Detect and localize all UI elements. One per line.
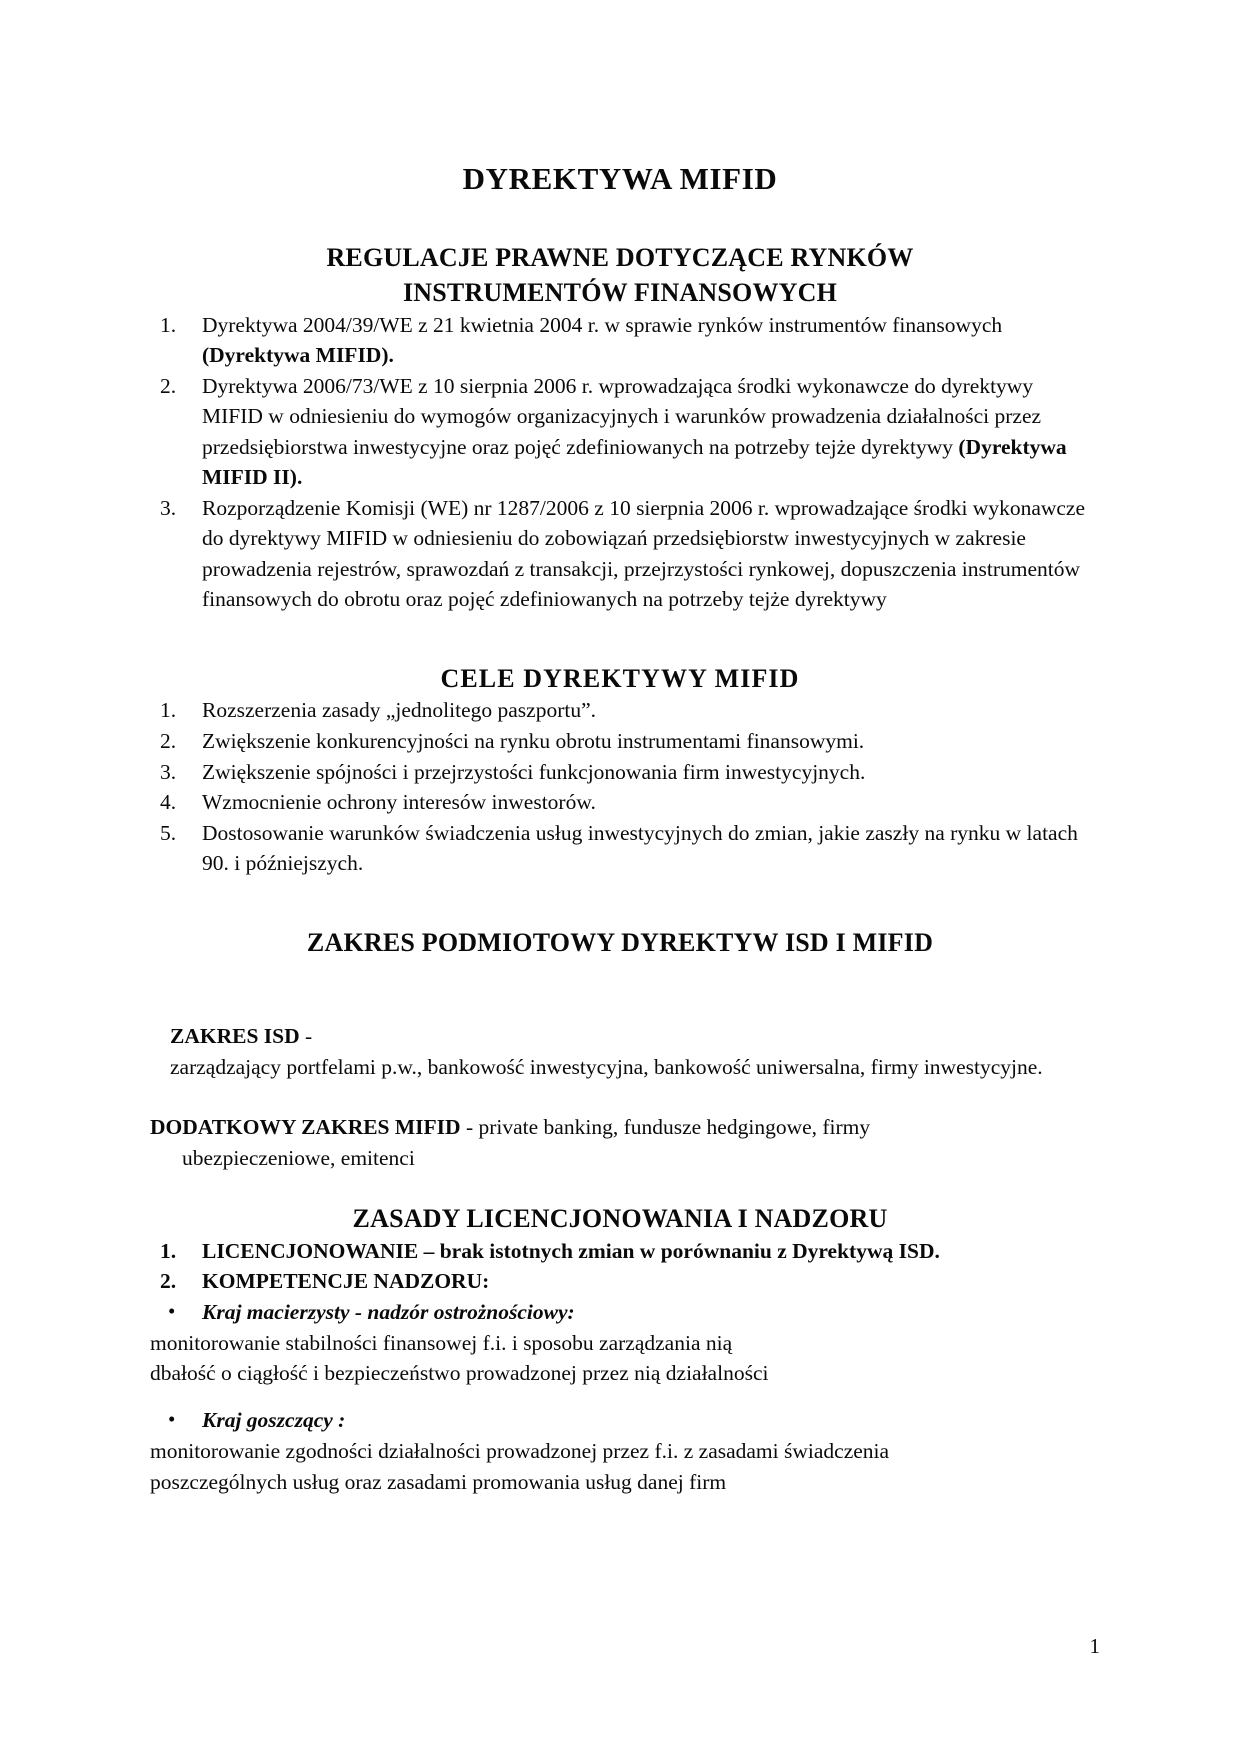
legal-acts-list <box>150 310 1090 615</box>
list-item-text: Zwiększenie konkurencyjności na rynku obrotu instrumentami finansowymi. <box>202 728 865 753</box>
list-item-text: Wzmocnienie ochrony interesów inwestorów. <box>202 790 596 815</box>
list-item <box>150 695 1090 726</box>
list-item <box>150 818 1090 879</box>
list-item <box>150 493 1090 615</box>
list-item <box>150 1266 1090 1297</box>
bullet-icon: • <box>168 1298 176 1323</box>
list-marker: 2. <box>160 1269 177 1294</box>
list-item-text: Rozszerzenia zasady „jednolitego paszportu”. <box>202 698 596 723</box>
list-marker: 2. <box>160 728 177 753</box>
list-marker: 5. <box>160 820 177 845</box>
zakres-isd-text: zarządzający portfelami p.w., bankowość inwestycyjna, bankowość uniwersalna, firmy inwestycyjne. <box>170 1054 1043 1079</box>
list-item-text: Dostosowanie warunków świadczenia usług inwestycyjnych do zmian, jakie zaszły na rynku w latach 90. i późniejszych. <box>202 820 1078 876</box>
list-item-text: KOMPETENCJE NADZORU: <box>202 1269 490 1294</box>
list-marker: 1. <box>160 1238 177 1263</box>
section-heading-zasady: ZASADY LICENCJONOWANIA I NADZORU <box>352 1204 888 1234</box>
list-marker: 1. <box>160 312 177 337</box>
spacer <box>150 1173 1090 1203</box>
zakres-mifid-block <box>150 1112 1090 1173</box>
zakres-isd-heading <box>170 1021 1090 1052</box>
list-item <box>150 757 1090 788</box>
list-marker: 2. <box>160 373 177 398</box>
list-item-text-bold: (Dyrektywa MIFID II). <box>202 434 1067 490</box>
spacer <box>150 879 1090 927</box>
zakres-isd-block <box>150 1021 1090 1082</box>
spacer <box>150 1082 1090 1112</box>
list-item <box>150 371 1090 493</box>
list-marker: 1. <box>160 698 177 723</box>
zakres-isd-label: ZAKRES ISD <box>170 1024 300 1049</box>
zakres-mifid-line <box>150 1112 1090 1143</box>
document-subtitle <box>150 241 1090 310</box>
zakres-mifid-text: - private banking, fundusze hedgingowe, firmy <box>460 1115 871 1140</box>
list-marker: 3. <box>160 495 177 520</box>
kraj-macierzysty-line-2: dbałość o ciągłość i bezpieczeństwo prowadzonej przez nią działalności <box>150 1361 769 1386</box>
bullet-label: Kraj macierzysty - nadzór ostrożnościowy: <box>202 1299 575 1324</box>
list-item <box>150 1297 1090 1328</box>
page-title: DYREKTYWA MIFID <box>462 161 778 196</box>
kraj-macierzysty-body <box>150 1328 1090 1389</box>
list-item <box>150 1405 1090 1436</box>
list-item-text-bold: (Dyrektywa MIFID). <box>202 343 394 368</box>
spacer <box>150 959 1090 1021</box>
zakres-mifid-label: DODATKOWY ZAKRES MIFID <box>150 1115 461 1140</box>
spacer <box>150 615 1090 663</box>
kraj-goszczacy-line-1: monitorowanie zgodności działalności prowadzonej przez f.i. z zasadami świadczenia <box>150 1439 890 1464</box>
list-item-text: Zwiększenie spójności i przejrzystości funkcjonowania firm inwestycyjnych. <box>202 759 866 784</box>
section-heading-zakres: ZAKRES PODMIOTOWY DYREKTYW ISD I MIFID <box>306 927 934 957</box>
list-item-text-plain: Dyrektywa 2004/39/WE z 21 kwietnia 2004 r. w sprawie rynków instrumentów finansowych <box>202 312 1003 337</box>
kraj-macierzysty-line-1: monitorowanie stabilności finansowej f.i. i sposobu zarządzania nią <box>150 1330 733 1355</box>
zakres-isd-dash: - <box>299 1024 313 1049</box>
list-item <box>150 787 1090 818</box>
list-item <box>150 726 1090 757</box>
bullet-icon: • <box>168 1406 176 1431</box>
kraj-goszczacy-bullets <box>150 1405 1090 1436</box>
spacer <box>150 1389 1090 1405</box>
list-item-text <box>202 313 1002 368</box>
list-item-text-plain: Rozporządzenie Komisji (WE) nr 1287/2006 z 10 sierpnia 2006 r. wprowadzające środki wykonawcze do dyrektywy MIFID w odniesieniu do zobowiązań przedsiębiorstw inwestycyjnych w zakresie prowadzenia rejestrów, sprawozdań z transakcji, przejrzystości rynkowej, dopuszczenia instrumentów finansowych do obrotu oraz pojęć zdefiniowanych na potrzeby tejże dyrektywy <box>202 495 1086 612</box>
list-item-text <box>202 374 1067 490</box>
subtitle-line-1: REGULACJE PRAWNE DOTYCZĄCE RYNKÓW <box>326 243 914 273</box>
subtitle-line-2: INSTRUMENTÓW FINANSOWYCH <box>402 277 838 307</box>
zakres-mifid-text-cont: ubezpieczeniowe, emitenci <box>182 1145 415 1170</box>
page-number: 1 <box>1089 1634 1100 1658</box>
kraj-goszczacy-body <box>150 1436 1090 1497</box>
list-marker: 4. <box>160 790 177 815</box>
list-item-text-plain: Dyrektywa 2006/73/WE z 10 sierpnia 2006 r. wprowadzająca środki wykonawcze do dyrektywy MIFID w odniesieniu do wymogów organizacyjnych i warunków prowadzenia działalności przez przedsiębiorstwa inwestycyjne oraz pojęć zdefiniowanych na potrzeby tejże dyrektywy <box>202 373 1042 459</box>
list-item-text <box>202 496 1085 612</box>
zasady-list <box>150 1236 1090 1297</box>
bullet-label: Kraj goszczący : <box>202 1407 346 1432</box>
list-marker: 3. <box>160 759 177 784</box>
list-item-text: LICENCJONOWANIE – brak istotnych zmian w porównaniu z Dyrektywą ISD. <box>202 1238 940 1263</box>
nadzor-bullets <box>150 1297 1090 1328</box>
section-heading-cele: CELE DYREKTYWY MIFID <box>440 663 800 693</box>
list-item <box>150 1236 1090 1267</box>
list-item <box>150 310 1090 371</box>
cele-list <box>150 695 1090 878</box>
kraj-goszczacy-line-2: poszczególnych usług oraz zasadami promowania usług danej firm <box>150 1469 727 1494</box>
